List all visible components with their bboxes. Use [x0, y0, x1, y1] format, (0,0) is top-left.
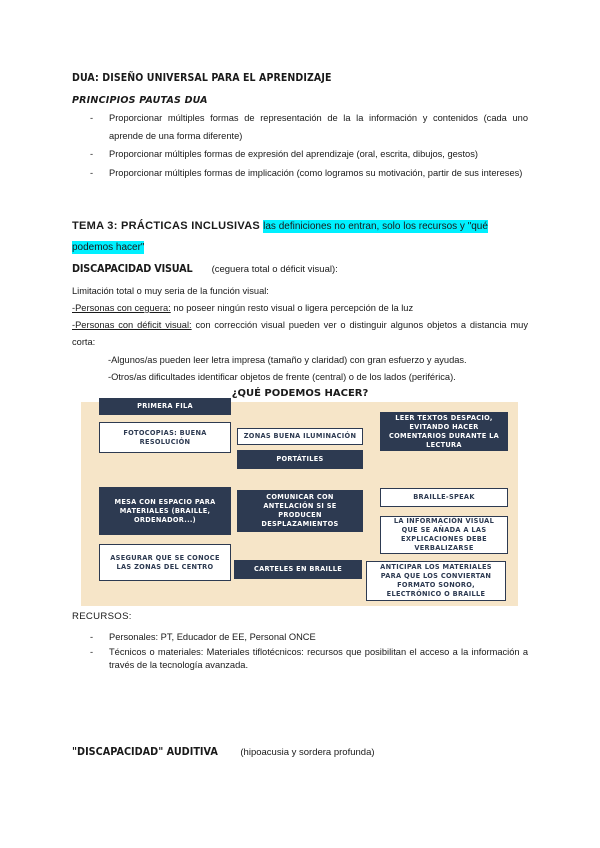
ceguera-text: no poseer ningún resto visual o ligera percepción de la luz	[173, 303, 414, 313]
document-title: DUA: DISEÑO UNIVERSAL PARA EL APRENDIZAJE	[72, 72, 332, 84]
visual-note: (ceguera total o déficit visual):	[211, 264, 338, 275]
auditiva-heading	[72, 745, 375, 758]
recursos-list	[72, 631, 528, 674]
visual-title: DISCAPACIDAD VISUAL	[72, 262, 193, 275]
ceguera-line	[72, 300, 528, 317]
box-mesa: MESA CON ESPACIO PARA MATERIALES (BRAILLE, ORDENADOR...)	[99, 487, 231, 535]
box-anticipar: ANTICIPAR LOS MATERIALES PARA QUE LOS CONVIERTAN FORMATO SONORO, ELECTRÓNICO O BRAILLE	[366, 561, 506, 601]
recursos-heading: RECURSOS:	[72, 611, 132, 622]
deficit-label: -Personas con déficit visual:	[72, 320, 192, 330]
highlighted-note: las definiciones no entran, solo los recursos y "qué podemos hacer"	[72, 221, 488, 253]
list-item: - Técnicos o materiales: Materiales tiflotécnicos: recursos que posibilitan el acceso a la información a través de la tecnología avanzada.	[72, 646, 528, 672]
deficit-text: con corrección visual pueden ver o distinguir algunos objetos a distancia muy corta:	[72, 320, 529, 347]
box-leer: LEER TEXTOS DESPACIO, EVITANDO HACER COMENTARIOS DURANTE LA LECTURA	[380, 412, 508, 451]
ceguera-label: -Personas con ceguera:	[72, 303, 171, 313]
box-zonas: ZONAS BUENA ILUMINACIÓN	[237, 428, 363, 445]
section-subtitle: PRINCIPIOS PAUTAS DUA	[72, 95, 208, 106]
principles-list	[72, 110, 528, 183]
que-podemos-heading: ¿QUÉ PODEMOS HACER?	[231, 388, 369, 399]
box-portatiles: PORTÁTILES	[237, 450, 363, 469]
visual-intro: Limitación total o muy seria de la función visual:	[72, 286, 269, 296]
box-asegurar: ASEGURAR QUE SE CONOCE LAS ZONAS DEL CENTRO	[99, 544, 231, 581]
list-item: - Proporcionar múltiples formas de implicación (como logramos su motivación, partir de sus intereses)	[72, 165, 528, 183]
box-primera-fila: PRIMERA FILA	[99, 398, 231, 415]
list-item: - Personales: PT, Educador de EE, Personal ONCE	[72, 631, 528, 644]
box-carteles: CARTELES EN BRAILLE	[234, 560, 362, 579]
list-item: - Proporcionar múltiples formas de expresión del aprendizaje (oral, escrita, dibujos, gestos)	[72, 146, 528, 164]
auditiva-title: "DISCAPACIDAD" AUDITIVA	[72, 745, 218, 758]
box-informacion: LA INFORMACIÓN VISUAL QUE SE AÑADA A LAS EXPLICACIONES DEBE VERBALIZARSE	[380, 516, 508, 554]
visual-heading	[72, 262, 338, 275]
box-fotocopias: FOTOCOPIAS: BUENA RESOLUCIÓN	[99, 422, 231, 453]
box-braille-speak: BRAILLE-SPEAK	[380, 488, 508, 507]
tema-heading	[72, 216, 528, 258]
list-item: - Proporcionar múltiples formas de representación de la la información y contenidos (cada uno aprende de una forma diferente)	[72, 110, 528, 145]
sub-item-2: -Otros/as dificultades identificar objetos de frente (central) o de los lados (periférica).	[108, 372, 456, 382]
box-comunicar: COMUNICAR CON ANTELACIÓN SI SE PRODUCEN DESPLAZAMIENTOS	[237, 490, 363, 532]
tema-title: TEMA 3: PRÁCTICAS INCLUSIVAS	[72, 220, 261, 232]
auditiva-note: (hipoacusia y sordera profunda)	[240, 747, 375, 758]
deficit-line	[72, 317, 528, 351]
sub-item-1: -Algunos/as pueden leer letra impresa (tamaño y claridad) con gran esfuerzo y ayudas.	[108, 355, 467, 365]
